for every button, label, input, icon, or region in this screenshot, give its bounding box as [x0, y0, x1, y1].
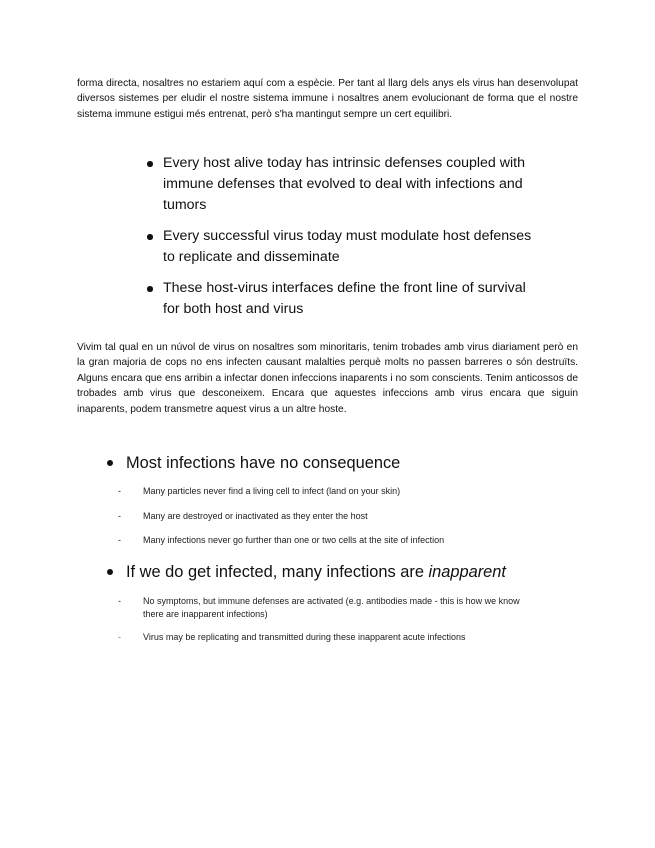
slide-2-sublist-2: [118, 595, 538, 655]
bullet-dot-icon: [147, 286, 153, 292]
slide-1-bullet: These host-virus interfaces define the front line of survival for both host and virus: [145, 278, 545, 320]
slide-1-bullet: Every successful virus today must modulate host defenses to replicate and disseminate: [145, 226, 545, 268]
dash-icon: -: [118, 596, 121, 606]
paragraph-2: Vivim tal qual en un núvol de virus on nosaltres som minoritaris, tenim trobades amb virus diariament però en la gran majoria de cops no ens infecten causant malalties perquè molts no passen barreres o són destruïts. Alguns encara que ens arribin a infectar donen infeccions inaparents i no som conscients. Tenim anticossos de trobades amb virus que desconeixem. Encara que aquestes infeccions amb virus encara que siguin inaparents, podem transmetre aquest virus a un altre hoste.: [77, 342, 578, 415]
bullet-dot-icon: [147, 161, 153, 167]
slide-1-bullet: Every host alive today has intrinsic defenses coupled with immune defenses that evolved to deal with infections and tumors: [145, 153, 545, 216]
document-page: forma directa, nosaltres no estariem aquí com a espècie. Per tant al llarg dels anys els virus han desenvolupat diversos sistemes per eludir el nostre sistema immune i nosaltres anem evolucionant de forma que el nostre sistema immune estigui més entrenat, però s'ha mantingut sempre un cert equilibri. Every host alive today has intrinsic defenses coupled with immune defenses that evolved to deal with infections and tumors Every successful virus today must modulate host defenses to replicate and disseminate These host-virus interfaces define the front line of survival for both host and virus Vivim tal qual en un núvol de virus on nosaltres som minoritaris, tenim trobades amb virus diariament però en la gran majoria de cops no ens infecten causant malalties perquè molts no passen barreres o són destruïts. Alguns encara que ens arribin a infectar donen infeccions inaparents i no som conscients. Tenim anticossos de trobades amb virus que desconeixem. Encara que aquestes infeccions amb virus encara que siguin inaparents, podem transmetre aquest virus a un altre hoste. Most infections have no consequence - Many particles never find a living cell to infect (land on your skin) - Many are destroyed or inactivated as they enter the host - Many infections never go further than one or two cells at the site of infection If we do get infected, many infections are inapparent - No symptoms, but immune defenses are activated (e.g. antibodies made - this is how we know there are inapparent infections) - Virus may be replicating and transmitted during these inapparent acute infections: [0, 0, 655, 848]
list-item: - Many are destroyed or inactivated as they enter the host: [118, 510, 368, 521]
bullet-dot-icon: [147, 234, 153, 240]
dash-icon: -: [118, 535, 121, 545]
list-item: - Many infections never go further than one or two cells at the site of infection: [118, 535, 445, 545]
bullet-dot-icon: [107, 569, 113, 575]
bullet-dot-icon: [107, 460, 113, 466]
dash-icon: -: [118, 510, 121, 521]
list-item: - No symptoms, but immune defenses are activated (e.g. antibodies made - this is how we know there are inapparent infections): [118, 596, 520, 619]
paragraph-1: forma directa, nosaltres no estariem aquí com a espècie. Per tant al llarg dels anys els virus han desenvolupat diversos sistemes per eludir el nostre sistema immune i nosaltres anem evolucionant de forma que el nostre sistema immune estigui més entrenat, però s'ha mantingut sempre un cert equilibri.: [77, 78, 578, 120]
emphasis: inapparent: [428, 563, 506, 581]
dash-icon: -: [118, 486, 121, 496]
slide-1-bullet-list: [145, 153, 545, 330]
list-item: - Many particles never find a living cell to infect (land on your skin): [118, 486, 401, 496]
list-item: - Virus may be replicating and transmitted during these inapparent acute infections: [118, 632, 466, 642]
slide-2-sublist-1: [118, 485, 538, 559]
dash-icon: -: [118, 632, 121, 642]
